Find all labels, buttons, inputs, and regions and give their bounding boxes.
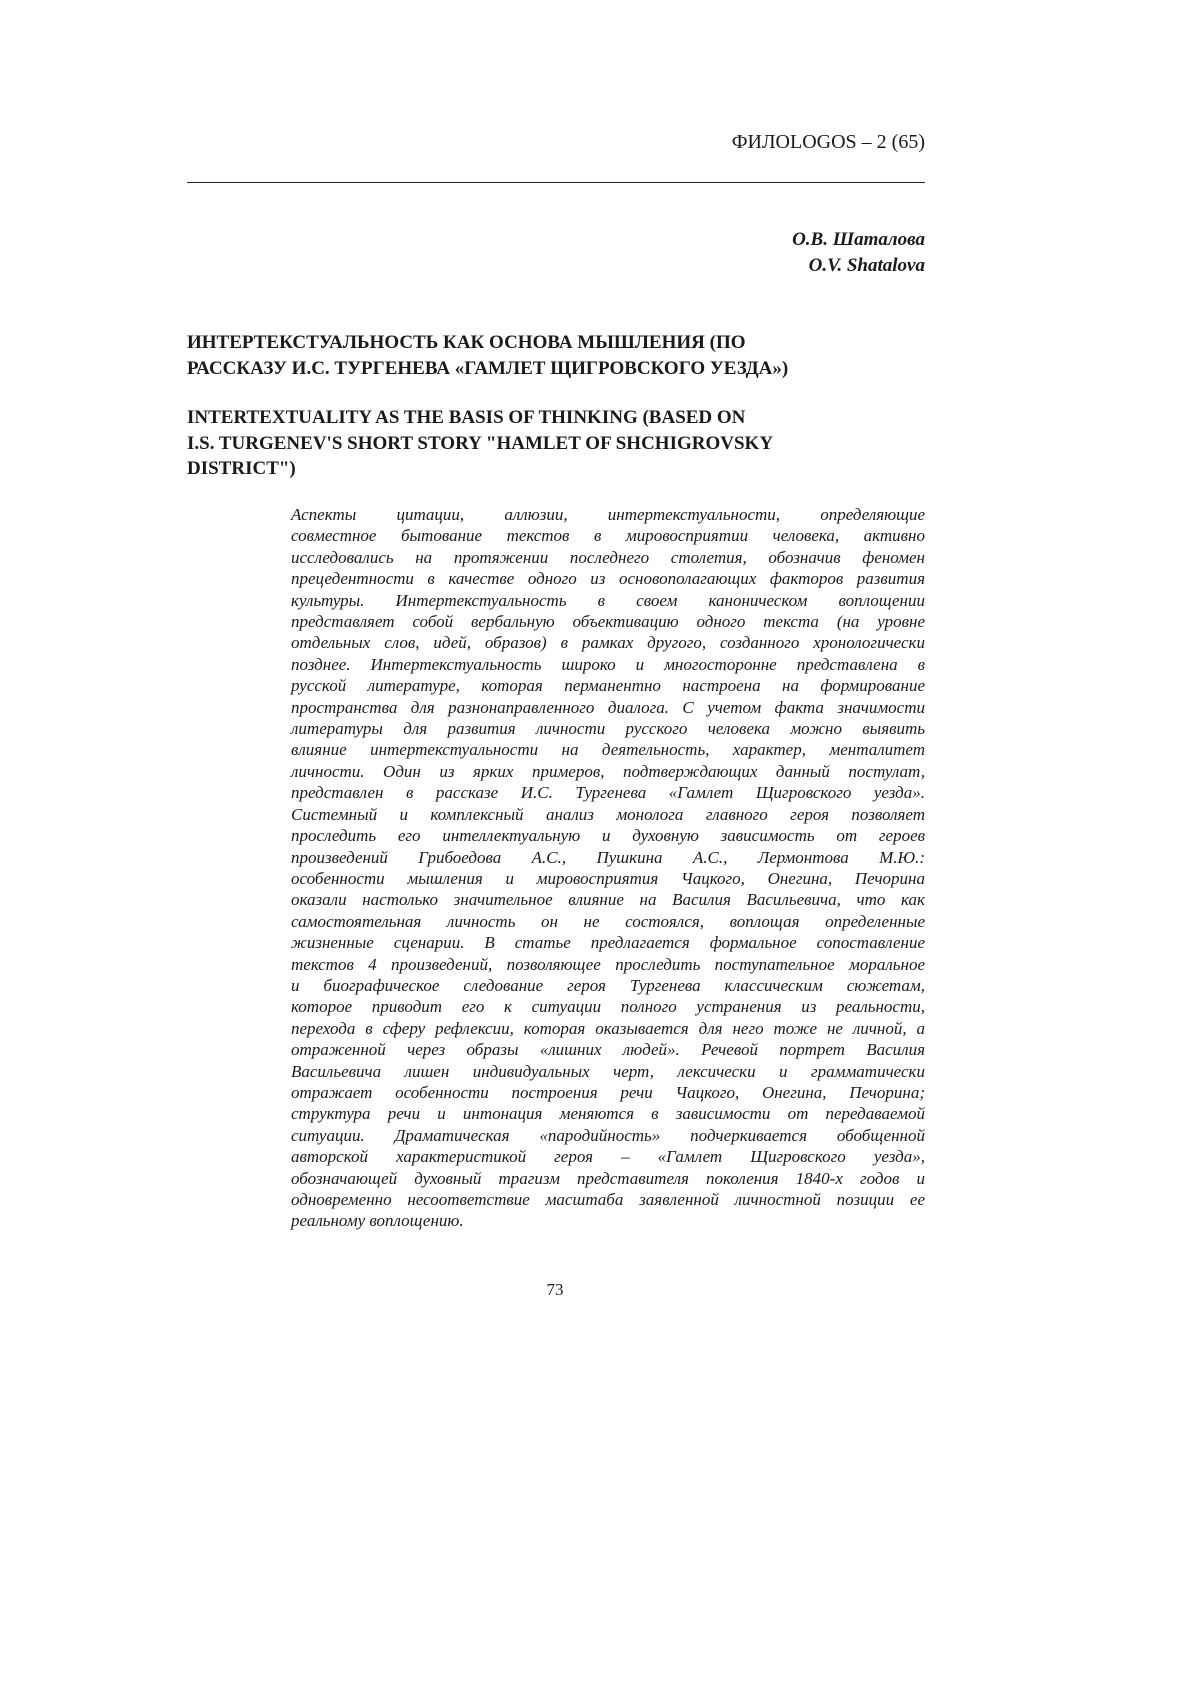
abstract-line: Васильевича лишен индивидуальных черт, лексически и грамматически [291, 1061, 925, 1081]
abstract-line: произведений Грибоедова А.С., Пушкина А.С., Лермонтова М.Ю.: [291, 847, 925, 867]
abstract-line: представляет собой вербальную объективацию одного текста (на уровне [291, 612, 925, 632]
abstract-line: исследовались на протяжении последнего столетия, обозначив феномен [291, 547, 925, 567]
title-line: I.S. TURGENEV'S SHORT STORY "HAMLET OF SHCHIGROVSKY [187, 432, 774, 454]
abstract-line: Аспекты цитации, аллюзии, интертекстуальности, определяющие [291, 505, 925, 524]
abstract-line: литературы для развития личности русского человека можно выявить [291, 719, 925, 739]
abstract-line: реальному воплощению. [291, 1211, 464, 1231]
abstract-line: особенности мышления и мировосприятия Чацкого, Онегина, Печорина [291, 868, 925, 888]
abstract-line: текстов 4 произведений, позволяющее проследить поступательное моральное [291, 954, 925, 974]
header-rule [187, 182, 925, 183]
author-name-ru: О.В. Шаталова [792, 229, 925, 250]
abstract-line: авторской характеристикой героя – «Гамлет Щигровского уезда», [291, 1147, 925, 1167]
abstract-line: перехода в сферу рефлексии, которая оказывается для него тоже не личной, а [291, 1018, 925, 1038]
article-title-en [187, 405, 925, 482]
title-line: ИНТЕРТЕКСТУАЛЬНОСТЬ КАК ОСНОВА МЫШЛЕНИЯ (ПО [187, 332, 746, 353]
abstract-line: прецедентности в качестве одного из основополагающих факторов развития [291, 569, 925, 589]
abstract-line: проследить его интеллектуальную и духовную зависимость от героев [291, 826, 925, 846]
article-title-ru [187, 330, 925, 381]
abstract-line: русской литературе, которая перманентно настроена на формирование [291, 676, 925, 696]
abstract-line: личности. Один из ярких примеров, подтверждающих данный постулат, [291, 761, 925, 781]
abstract-line: представлен в рассказе И.С. Тургенева «Гамлет Щигровского уезда». [291, 783, 925, 803]
title-line: INTERTEXTUALITY AS THE BASIS OF THINKING (BASED ON [187, 407, 746, 428]
abstract-line: самостоятельная личность он не состоялся, воплощая определенные [291, 911, 925, 931]
abstract-line: отражает особенности построения речи Чацкого, Онегина, Печорина; [291, 1082, 925, 1102]
abstract-line: позднее. Интертекстуальность широко и многосторонне представлена в [291, 654, 925, 674]
title-line: РАССКАЗУ И.С. ТУРГЕНЕВА «ГАМЛЕТ ЩИГРОВСКОГО УЕЗДА») [187, 357, 789, 379]
abstract-line: обозначающей духовный трагизм представителя поколения 1840-х годов и [291, 1168, 925, 1188]
running-header-journal: ФИЛОLOGOS – 2 (65) [731, 131, 925, 153]
abstract-line: оказали настолько значительное влияние на Василия Васильевича, что как [291, 890, 925, 910]
abstract-line: культуры. Интертекстуальность в своем каноническом воплощении [291, 590, 925, 610]
abstract-line: влияние интертекстуальности на деятельность, характер, менталитет [291, 740, 925, 760]
abstract-line: жизненные сценарии. В статье предлагается формальное сопоставление [291, 933, 925, 953]
abstract-line: пространства для разнонаправленного диалога. С учетом факта значимости [291, 697, 925, 717]
abstract-line: отдельных слов, идей, образов) в рамках другого, созданного хронологически [291, 633, 925, 653]
abstract-line: одновременно несоответствие масштаба заявленной личностной позиции ее [291, 1190, 925, 1209]
title-line: DISTRICT") [187, 458, 296, 480]
abstract [291, 504, 925, 1232]
author-name-en: O.V. Shatalova [808, 255, 925, 276]
abstract-line: совместное бытование текстов в мировосприятии человека, активно [291, 526, 925, 546]
abstract-line: и биографическое следование героя Тургенева классическим сюжетам, [291, 975, 925, 995]
abstract-line: Системный и комплексный анализ монолога главного героя позволяет [291, 804, 925, 824]
abstract-line: ситуации. Драматическая «пародийность» подчеркивается обобщенной [291, 1125, 925, 1145]
abstract-line: структура речи и интонация меняются в зависимости от передаваемой [291, 1104, 925, 1124]
abstract-line: которое приводит его к ситуации полного устранения из реальности, [291, 997, 925, 1017]
abstract-line: отраженной через образы «лишних людей». Речевой портрет Василия [291, 1040, 925, 1060]
page-number: 73 [546, 1280, 564, 1299]
